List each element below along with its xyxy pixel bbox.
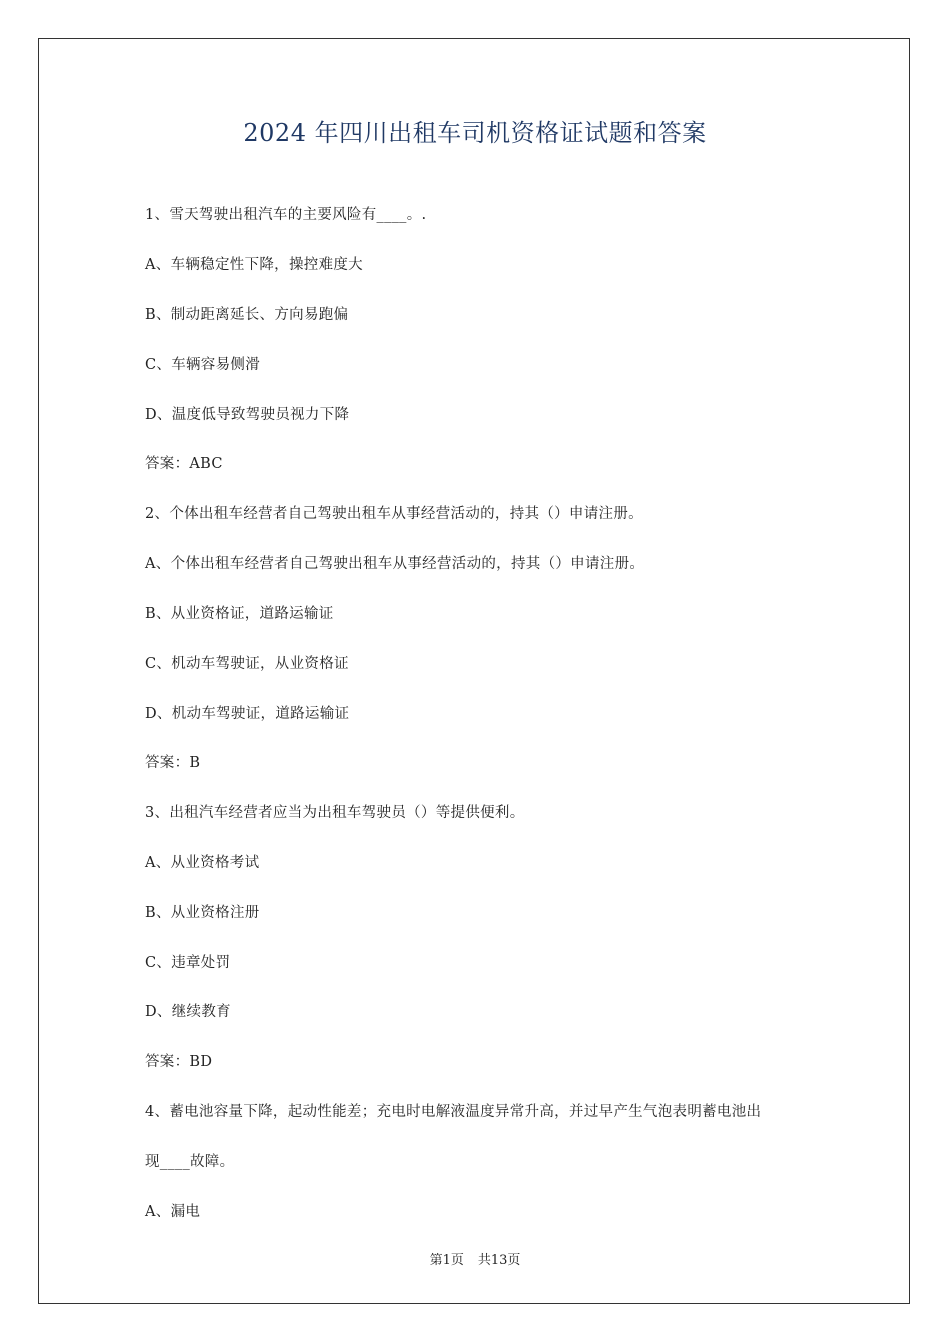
question-2-option-d: D、机动车驾驶证，道路运输证 (145, 706, 350, 722)
question-2-stem: 2、个体出租车经营者自己驾驶出租车从事经营活动的，持其（）申请注册。 (145, 506, 643, 522)
question-2-option-b: B、从业资格证，道路运输证 (145, 606, 334, 622)
question-3-option-c: C、违章处罚 (145, 955, 231, 971)
question-1-option-a: A、车辆稳定性下降，操控难度大 (145, 257, 363, 273)
question-1-option-c: C、车辆容易侧滑 (145, 357, 260, 373)
page-footer (0, 1249, 950, 1268)
question-1-stem: 1、雪天驾驶出租汽车的主要风险有____。. (145, 207, 427, 223)
question-4-option-a: A、漏电 (145, 1204, 201, 1220)
page-total: 共13页 (477, 1253, 521, 1268)
page-number: 第1页 (429, 1253, 464, 1268)
question-1-option-b: B、制动距离延长、方向易跑偏 (145, 307, 349, 323)
question-4-stem-line-2: 现____故障。 (145, 1154, 235, 1170)
question-2-option-a: A、个体出租车经营者自己驾驶出租车从事经营活动的，持其（）申请注册。 (145, 556, 645, 572)
question-3-answer: 答案：BD (145, 1054, 213, 1070)
question-3-option-d: D、继续教育 (145, 1004, 231, 1020)
question-2-option-c: C、机动车驾驶证，从业资格证 (145, 656, 349, 672)
question-2-answer: 答案：B (145, 755, 201, 771)
question-1-answer: 答案：ABC (145, 456, 223, 472)
question-4-stem-line-1: 4、蓄电池容量下降，起动性能差；充电时电解液温度异常升高，并过早产生气泡表明蓄电池出 (145, 1104, 762, 1120)
question-3-option-b: B、从业资格注册 (145, 905, 260, 921)
question-1-option-d: D、温度低导致驾驶员视力下降 (145, 407, 350, 423)
question-3-stem: 3、出租汽车经营者应当为出租车驾驶员（）等提供便利。 (145, 805, 525, 821)
document-title: 2024 年四川出租车司机资格证试题和答案 (243, 119, 707, 147)
question-3-option-a: A、从业资格考试 (145, 855, 260, 871)
